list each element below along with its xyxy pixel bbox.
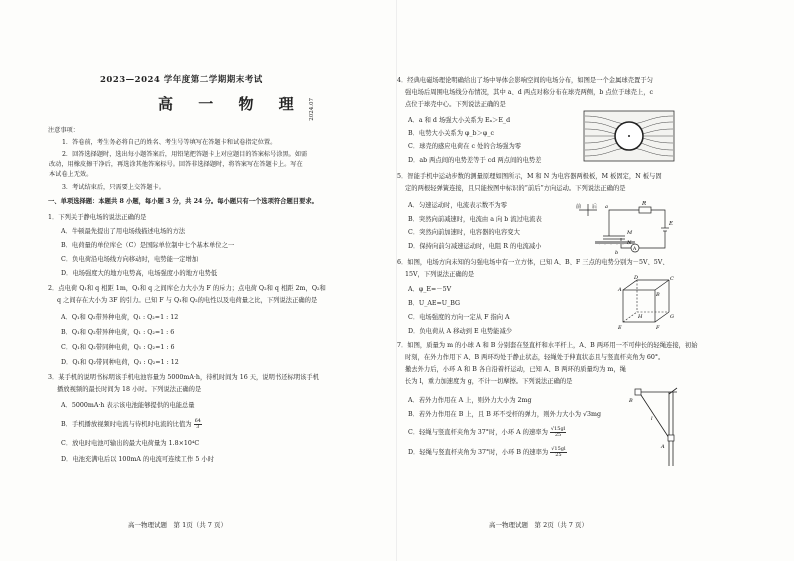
question-3-stem: 3．某手机的说明书标明该手机电池容量为 5000mA·h，待机时间为 16 天，说明书还标明该手机 [48,374,320,381]
question-7-stem: 7．如图，质量为 m 的小球 A 和 B 分别套在竖直杆和水平杆上，A、B 两环用一不可伸长的轻绳连接，初始 [397,342,698,349]
question-7-stem: 撤去外力后，小环 A 和 B 各自沿着杆运动，已知 A、B 两环的质量均为 m，绳 [405,366,626,373]
q5-label-a: a [605,204,608,210]
q7-label-b: B [629,398,633,404]
cube-label-c: C [670,276,674,282]
question-6-stem: 6．如图，电场方向未知的匀强电场中有一立方体，已知 A、B、F 三点的电势分别为－5V、5V、 [397,259,669,266]
cube-label-e: E [618,325,622,331]
q1-option-a: A．牛顿最先提出了用电场线描述电场的方法 [61,228,186,235]
q5-label-e: E [669,221,674,227]
fraction [550,447,566,458]
q6-option-d: D．负电荷从 A 移动到 E 电势能减少 [408,328,513,335]
cube-label-a: A [618,287,622,293]
note-line: 改动，用橡皮擦干净后，再选涂其他答案标号。回答非选择题时，将答案写在答题卡上。写在 [49,161,303,168]
q5-option-c: C．突然向前加速时，电容器的电容变大 [408,229,520,236]
q3-option-c: C．放电时电池可输出的最大电荷量为 1.8×10⁴C [61,440,200,447]
q4-option-c: C．球壳的感应电荷在 c 处的合场强为零 [408,143,522,150]
q5-label-ammeter: A [633,247,637,252]
subject-title: 高 一 物 理 [158,95,304,113]
q4-option-b: B．电势大小关系为 φ_b＞φ_c [408,130,494,137]
q5-label-m: M [627,230,633,236]
question-4-stem: 4．经典电磁场理论明确给出了场中导体会影响空间的电场分布，如图是一个金属球壳置于匀 [397,77,653,84]
fraction-numerator: √15gl [550,426,566,432]
fraction-denominator: 25 [554,432,562,438]
section-heading: 一、单项选择题：本题共 8 小题，每小题 3 分，共 24 分。每小题只有一个选项符合题目要求。 [48,198,318,205]
q5-label-b: b [615,250,619,256]
q3-option-d: D．电池充满电后以 100mA 的电流可连续工作 5 小时 [61,456,214,463]
q7-option-a: A．若外力作用在 A 上，则外力大小为 2mg [408,397,532,404]
question-3-stem: 播放视频的最长时间为 18 小时。下列说法正确的是 [57,386,202,393]
cube-label-b: B [656,292,660,298]
question-1-stem: 1．下列关于静电场的说法正确的是 [48,214,147,221]
q1-option-c: C．负电荷沿电场线方向移动时，电势能一定增加 [61,256,199,263]
fraction-denominator: 25 [555,452,562,458]
notes-heading: 注意事项： [48,127,79,134]
q4-option-a: A．a 和 d 场强大小关系为 Eₐ＞E_d [408,117,511,124]
q7-option-d [408,447,567,458]
q2-option-b: B．Q₁和 Q₂带异种电荷，Q₁ : Q₂=1 : 6 [61,329,175,336]
q3-option-b [61,419,202,430]
cube-label-d: D [634,275,639,281]
exam-date: 2024.07 [309,98,315,121]
q1-option-b: B．电荷量的单位库仑（C）是国际单位制中七个基本单位之一 [61,242,235,249]
note-line: 1．答卷前，考生务必将自己的姓名、考生号等填写在答题卡和试卷指定位置。 [62,139,277,146]
note-line: 2．回答选择题时，选出每小题答案后，用铅笔把答题卡上对应题目的答案标号涂黑。如需 [62,151,308,158]
q5-circuit-figure [575,198,675,256]
q7-option-b: B．若外力作用在 B 上，且 B 环不受杆的弹力，则外力大小为 √3mg [408,411,602,418]
fraction [194,419,202,430]
fraction-numerator: √15gl [551,446,566,452]
q5-label-back: 后 [592,204,598,210]
page-footer: 高一物理试题 第 2页（共 7 页） [489,521,588,529]
fraction-numerator: 64 [194,418,201,424]
exam-title-line: 2023—2024 学年度第二学期期末考试 [100,75,263,85]
question-5-stem: 5．智能手机中运动步数的测量原理如图所示，M 和 N 为电容器两极板，M 板固定，N 板与固 [397,173,662,180]
question-2-stem: 2．点电荷 Q₁和 q 相距 1m，Q₁和 q 之间库仑力大小为 F 的斥力；点电荷 Q₂和 q 相距 2m，Q₂和 [48,285,326,292]
note-line: 3．考试结束后，只需要上交答题卡。 [62,184,165,191]
question-6-stem: 15V，下列说法正确的是 [405,271,475,278]
q6-option-a: A．φ_E=－5V [408,286,452,293]
fraction [550,427,566,438]
exam-page-2 [397,0,794,561]
q7-label-l: l [651,416,653,422]
q2-option-d: D．Q₁和 Q₂带同种电荷，Q₁ : Q₂=1 : 12 [61,359,179,366]
cube-label-h: H [638,314,643,320]
q7-option-c-text: C．轻绳与竖直杆夹角为 37°时，小环 A 的速率为 [408,429,548,436]
q6-option-b: B．U_AE=U_BG [408,300,461,307]
question-7-stem: 时刻，在外力作用下 A、B 两环均处于静止状态，轻绳处于伸直状态且与竖直杆夹角为 60°。 [405,354,665,361]
q6-cube-figure [617,274,675,334]
question-4-stem: 强电场后周围电场线分布情况，其中 a、d 两点对称分布在球壳两侧，b 点位于球壳上，c [405,89,654,96]
note-line: 本试卷上无效。 [49,171,93,178]
q5-label-front: 前 [576,204,582,210]
question-2-stem: q 之间存在大小为 3F 的引力。已知 F 与 Q₁和 Q₂的电性以及电荷量之比，下列说法正确的是 [57,297,318,304]
q3-option-a: A．5000mA·h 表示该电池能够提供的电能总量 [61,402,195,409]
q2-option-a: A．Q₁和 Q₂带异种电荷，Q₁ : Q₂=1 : 12 [61,314,179,321]
q1-option-d: D．电场强度大的地方电势高，电场强度小的地方电势低 [61,270,218,277]
question-7-stem: 长为 l，重力加速度为 g，不计一切摩擦。下列说法正确的是 [405,378,573,385]
q5-label-r: R [642,201,647,207]
q5-label-n: N [627,240,632,246]
page-footer: 高一物理试题 第 1页（共 7 页） [128,521,227,529]
q4-field-figure [583,110,675,162]
fraction-denominator: 3 [196,424,200,430]
q7-rods-figure [625,386,681,468]
q5-option-d: D．保持向前匀减速运动时，电阻 R 的电流减小 [408,243,542,250]
q5-option-b: B．突然向前减速时，电流由 a 向 b 流过电流表 [408,216,542,223]
q2-option-c: C．Q₁和 Q₂带同种电荷，Q₁ : Q₂=1 : 6 [61,344,175,351]
q3-option-b-text: B．手机播放视频时电流与待机时电流的比值为 [61,421,192,428]
question-4-stem: 点位于球壳中心。下列说法正确的是 [405,101,506,108]
cube-label-g: G [670,314,674,320]
q4-option-d: D．ab 两点间的电势差等于 cd 两点间的电势差 [408,157,542,164]
q7-label-a: A [661,444,665,450]
q6-option-c: C．电场强度的方向一定从 F 指向 A [408,314,510,321]
q7-option-c [408,427,566,438]
cube-label-f: F [656,325,660,331]
question-5-stem: 定的两根轻弹簧连接，且只能按图中标识的“前后”方向运动。下列说法正确的是 [405,185,626,192]
q5-option-a: A．匀速运动时，电流表示数不为零 [408,202,508,209]
q7-option-d-text: D．轻绳与竖直杆夹角为 37°时，小环 B 的速率为 [408,449,549,456]
